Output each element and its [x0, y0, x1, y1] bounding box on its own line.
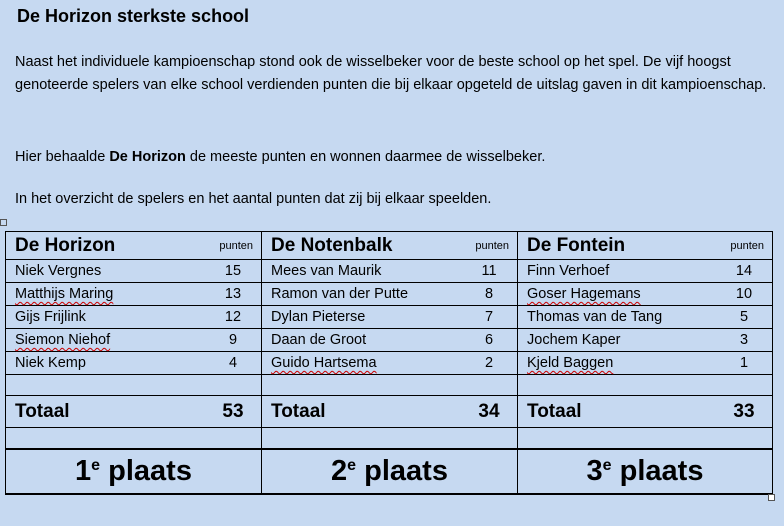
player-points: 3: [739, 332, 749, 348]
total-value: 34: [478, 400, 500, 422]
player-cell: [6, 352, 262, 375]
player-points: 6: [484, 332, 494, 348]
place-cell: [518, 449, 773, 494]
table-move-handle[interactable]: [0, 219, 7, 226]
player-cell: [518, 283, 773, 306]
table-resize-handle[interactable]: [768, 494, 775, 501]
player-cell: [262, 283, 518, 306]
place-word: plaats: [356, 455, 448, 487]
school-name: De Horizon: [15, 234, 116, 256]
player-name: Thomas van de Tang: [527, 309, 663, 325]
total-label: Totaal: [527, 400, 582, 422]
empty-cell: [262, 428, 518, 450]
player-points: 7: [484, 309, 494, 325]
player-cell: [518, 260, 773, 283]
total-cell: [262, 396, 518, 428]
total-value: 53: [222, 400, 244, 422]
player-name: Matthijs Maring: [15, 286, 114, 302]
overview-paragraph: In het overzicht de spelers en het aantal punten dat zij bij elkaar speelden.: [15, 191, 492, 207]
place-suffix: e: [91, 457, 101, 474]
school-name: De Fontein: [527, 234, 626, 256]
player-name: Niek Vergnes: [15, 263, 102, 279]
school-header-cell: [6, 232, 262, 260]
points-label: punten: [219, 239, 253, 252]
player-cell: [518, 352, 773, 375]
school-header-cell: [262, 232, 518, 260]
player-cell: [6, 329, 262, 352]
place-number: 1: [75, 455, 92, 487]
place-row: [6, 449, 773, 494]
winner-school-name: De Horizon: [109, 149, 186, 165]
winner-text-before: Hier behaalde: [15, 149, 110, 165]
player-name: Guido Hartsema: [271, 355, 377, 371]
place-cell: [6, 449, 262, 494]
empty-row: [6, 428, 773, 450]
table-header-row: [6, 232, 773, 260]
winner-paragraph: [15, 146, 775, 169]
player-points: 13: [224, 286, 242, 302]
player-name: Kjeld Baggen: [527, 355, 614, 371]
place-word: plaats: [611, 455, 704, 487]
player-points: 2: [484, 355, 494, 371]
intro-paragraph: Naast het individuele kampioenschap stond ook de wisselbeker voor de beste school op het spel. De vijf hoogst genoteerde spelers van elke school verdienden punten die bij elkaar opgeteld de uitslag gaven in dit kampioenschap.: [15, 54, 767, 93]
total-label: Totaal: [15, 400, 70, 422]
player-points: 4: [228, 355, 238, 371]
total-row: [6, 396, 773, 428]
player-points: 8: [484, 286, 494, 302]
player-cell: [262, 260, 518, 283]
empty-cell: [518, 375, 773, 396]
player-cell: [262, 329, 518, 352]
points-label: punten: [730, 239, 764, 252]
player-points: 5: [739, 309, 749, 325]
place-suffix: e: [347, 457, 357, 474]
school-name: De Notenbalk: [271, 234, 393, 256]
place-suffix: e: [602, 457, 612, 474]
place-number: 2: [331, 455, 348, 487]
player-points: 12: [224, 309, 242, 325]
player-cell: [6, 283, 262, 306]
player-name: Dylan Pieterse: [271, 309, 366, 325]
player-points: 1: [739, 355, 749, 371]
player-points: 10: [735, 286, 753, 302]
points-label: punten: [475, 239, 509, 252]
player-cell: [518, 306, 773, 329]
player-cell: [6, 260, 262, 283]
empty-cell: [262, 375, 518, 396]
total-cell: [6, 396, 262, 428]
player-points: 14: [735, 263, 753, 279]
empty-cell: [6, 428, 262, 450]
table-row: [6, 329, 773, 352]
page-title: De Horizon sterkste school: [17, 6, 250, 26]
player-name: Gijs Frijlink: [15, 309, 86, 325]
place-cell: [262, 449, 518, 494]
place-word: plaats: [100, 455, 192, 487]
empty-cell: [6, 375, 262, 396]
player-name: Finn Verhoef: [527, 263, 610, 279]
player-points: 9: [228, 332, 238, 348]
total-label: Totaal: [271, 400, 326, 422]
scores-table: [5, 231, 773, 495]
player-points: 15: [224, 263, 242, 279]
player-cell: [262, 306, 518, 329]
player-name: Daan de Groot: [271, 332, 367, 348]
player-cell: [6, 306, 262, 329]
player-cell: [262, 352, 518, 375]
player-name: Ramon van der Putte: [271, 286, 409, 302]
school-header-cell: [518, 232, 773, 260]
total-cell: [518, 396, 773, 428]
player-name: Mees van Maurik: [271, 263, 382, 279]
player-cell: [518, 329, 773, 352]
player-name: Niek Kemp: [15, 355, 86, 371]
empty-row: [6, 375, 773, 396]
player-name: Goser Hagemans: [527, 286, 641, 302]
place-number: 3: [586, 455, 603, 487]
player-name: Jochem Kaper: [527, 332, 621, 348]
table-row: [6, 283, 773, 306]
total-value: 33: [733, 400, 755, 422]
table-row: [6, 306, 773, 329]
table-row: [6, 352, 773, 375]
player-name: Siemon Niehof: [15, 332, 111, 348]
player-points: 11: [481, 263, 497, 279]
table-row: [6, 260, 773, 283]
empty-cell: [518, 428, 773, 450]
winner-text-after: de meeste punten en wonnen daarmee de wisselbeker.: [185, 149, 546, 165]
